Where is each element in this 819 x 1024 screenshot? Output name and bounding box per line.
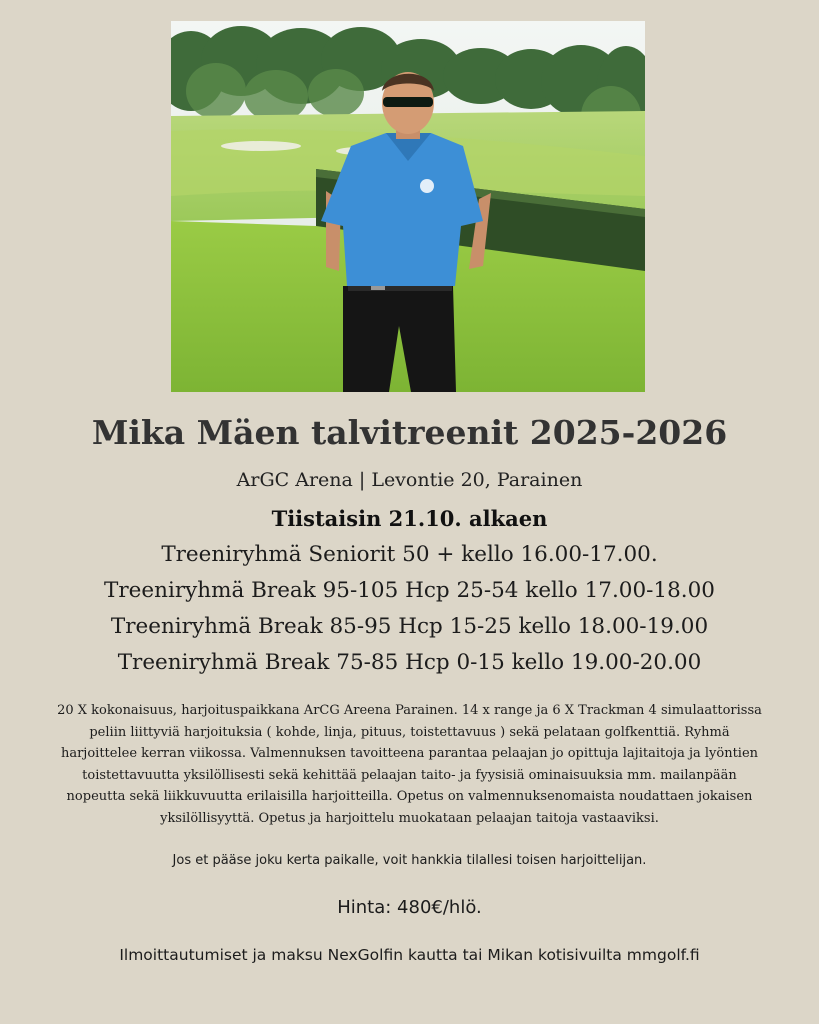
training-group-item: Treeniryhmä Seniorit 50 + kello 16.00-17.00. (161, 542, 658, 567)
signup-info: Ilmoittautumiset ja maksu NexGolfin kautta tai Mikan kotisivuilta mmgolf.fi (119, 946, 700, 964)
golf-course-photo (171, 21, 645, 392)
coach-photo (171, 21, 645, 392)
training-group-item: Treeniryhmä Break 75-85 Hcp 0-15 kello 19.00-20.00 (117, 650, 702, 675)
start-date: Tiistaisin 21.10. alkaen (271, 506, 548, 531)
page-title: Mika Mäen talvitreenit 2025-2026 (91, 413, 728, 452)
venue-address: ArGC Arena | Levontie 20, Parainen (236, 469, 583, 491)
training-group-item: Treeniryhmä Break 95-105 Hcp 25-54 kello 17.00-18.00 (104, 578, 715, 603)
training-group-list (0, 537, 819, 681)
program-description: 20 X kokonaisuus, harjoituspaikkana ArCG Areena Parainen. 14 x range ja 6 X Trackman 4 simulaattorissa peliin liittyviä harjoituksia ( kohde, linja, pituus, toistettavuus ) sekä pelataan golfkenttiä. Ryhmä harjoittelee kerran viikossa. Valmennuksen tavoitteena parantaa pelaajan jo opittuja lajitaitoja ja lyöntien toistettavuutta yksilöllisesti sekä kehittää pelaajan taito- ja fyysisiä ominaisuuksia mm. mailanpään nopeutta sekä liikkuvuutta erilaisilla harjoitteilla. Opetus on valmennuksenomaista noudattaen jokaisen yksilöllisyyttä. Opetus ja harjoittelu muokataan pelaajan taitoja vastaaviksi. (57, 703, 762, 826)
price: Hinta: 480€/hlö. (337, 897, 482, 918)
training-group-item: Treeniryhmä Break 85-95 Hcp 15-25 kello 18.00-19.00 (110, 614, 709, 639)
substitute-note: Jos et pääse joku kerta paikalle, voit hankkia tilallesi toisen harjoittelijan. (172, 853, 647, 868)
